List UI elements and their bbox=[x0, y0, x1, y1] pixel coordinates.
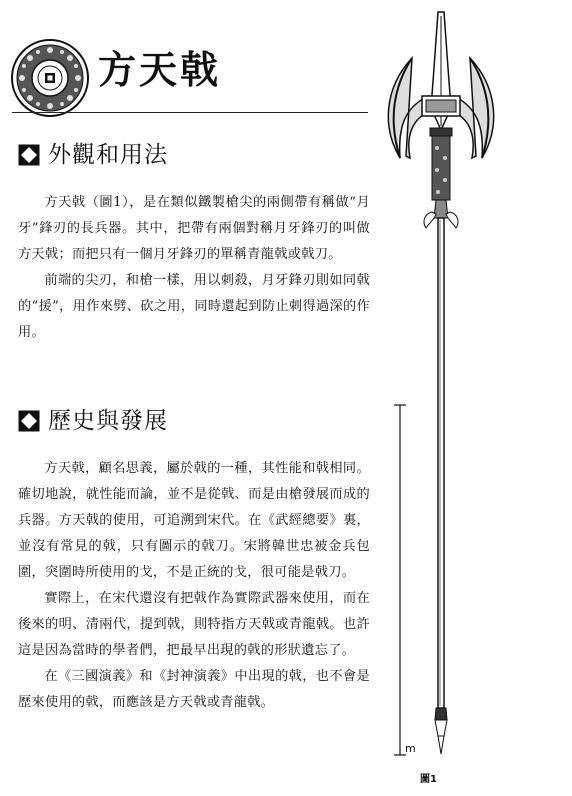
section-heading-text: 歷史與發展 bbox=[48, 408, 168, 434]
diamond-bullet-icon bbox=[18, 410, 40, 432]
section-body-appearance bbox=[18, 190, 370, 346]
paragraph: 方天戟，顧名思義，屬於戟的一種，其性能和戟相同。確切地說，就性能而論，並不是從戟、而是由槍發展而成的兵器。方天戟的使用，可追溯到宋代。在《武經總要》裏，並沒有常見的戟，只有圖示的戟刀。宋將韓世忠被金兵包圍，突圍時所使用的戈，不是正統的戈，很可能是戟刀。 bbox=[18, 461, 370, 580]
paragraph: 方天戟（圖1），是在類似鐵製槍尖的兩側帶有稱做“月牙”鋒刃的長兵器。其中，把帶有兩個對稱月牙鋒刃的叫做方天戟；而把只有一個月牙鋒刃的單稱青龍戟或戟刀。 bbox=[18, 195, 370, 262]
figure-caption: 圖1 bbox=[420, 774, 437, 785]
scale-unit-label: m bbox=[405, 742, 416, 755]
section-heading-appearance bbox=[18, 140, 168, 170]
section-heading-history bbox=[18, 406, 168, 436]
section-heading-text: 外觀和用法 bbox=[48, 142, 168, 168]
page-title: 方天戟 bbox=[98, 48, 222, 92]
scale-bar bbox=[392, 404, 408, 756]
diamond-bullet-icon bbox=[18, 144, 40, 166]
paragraph: 在《三國演義》和《封神演義》中出現的戟，也不會是歷來使用的戟，而應該是方天戟或青龍戟。 bbox=[18, 669, 370, 710]
paragraph: 實際上，在宋代還沒有把戟作為實際武器來使用，而在後來的明、清兩代，提到戟，則特指方天戟或青龍戟。也許這是因為當時的學者們，把最早出現的戟的形狀遺忘了。 bbox=[18, 591, 370, 658]
round-seal-emblem-icon bbox=[10, 38, 90, 118]
paragraph: 前端的尖刃，和槍一樣，用以刺殺，月牙鋒刃則如同戟的“援”，用作來劈、砍之用，同時還起到防止刺得過深的作用。 bbox=[18, 273, 370, 340]
section-body-history bbox=[18, 456, 370, 716]
title-divider bbox=[12, 112, 368, 113]
